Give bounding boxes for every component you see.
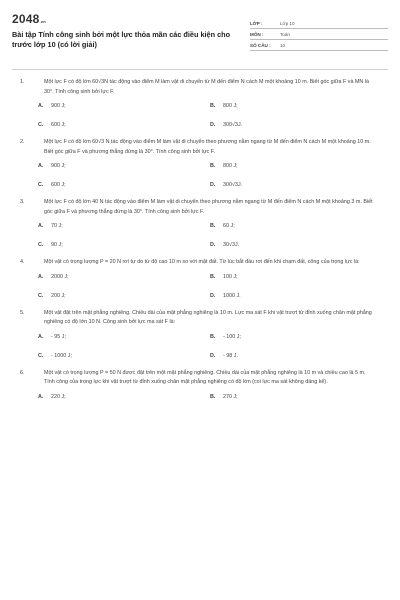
option-text: 90 J; [51,242,63,248]
answer-option[interactable] [210,163,382,170]
option-text: - 98 J. [223,352,238,359]
option-text: 600 J; [51,182,66,188]
option-text: 2000 J; [51,273,69,280]
option-letter: A. [38,103,44,109]
answer-options [38,103,388,129]
document-title: Bài tập Tính công sinh bởi một lực thỏa mãn các điều kiện cho trước lớp 10 (có lời giải) [12,30,231,49]
question-number: 1. [20,79,25,85]
option-letter: B. [210,223,216,229]
question-text: Một lực F có độ lớn 60√3N tác động vào điểm M làm vật di chuyển từ M đến điểm N cách M một khoảng 10 m. Biết góc giữa F và MN là 30°. Tính công sinh bởi lực F. [44,79,370,95]
question-number: 4. [20,259,25,265]
option-letter: C. [38,122,44,128]
answer-option[interactable] [38,103,210,110]
question-item [12,198,388,249]
question-list [12,70,388,401]
answer-option[interactable] [38,353,210,360]
question-text: Một vật đặt trên mặt phẳng nghiêng. Chiều dài của mặt phẳng nghiêng là 10 m. Lực ma sát F khi vật trượt từ đỉnh xuống chân mặt phẳng nghiêng có độ lớn 10 N. Công sinh bởi lực ma sát F là: [44,309,372,325]
question-text-row [12,309,388,328]
answer-options [38,163,388,189]
question-number: 5. [20,309,25,316]
answer-option[interactable] [210,293,382,300]
question-number: 6. [20,369,25,376]
answer-option[interactable] [38,394,210,401]
option-letter: C. [38,182,44,188]
option-letter: A. [38,163,44,169]
option-letter: D. [210,242,216,248]
option-text: - 95 J; [51,333,66,340]
answer-option[interactable] [38,182,210,189]
option-text: 900 J; [51,103,66,109]
answer-option[interactable] [38,293,210,300]
option-letter: C. [38,292,44,299]
question-text-row [12,369,388,388]
answer-option[interactable] [210,353,382,360]
meta-row [250,18,388,29]
option-letter: D. [210,122,216,128]
option-letter: B. [210,393,216,400]
answer-option[interactable] [210,242,382,249]
answer-option[interactable] [38,334,210,341]
answer-option[interactable] [38,163,210,170]
site-logo[interactable] [12,12,240,26]
option-text: 60 J; [223,223,235,229]
option-letter: D. [210,182,216,188]
answer-option[interactable] [38,122,210,129]
answer-options [38,274,388,300]
answer-option[interactable] [210,122,382,129]
option-letter: A. [38,393,44,400]
option-text: 100 J; [223,273,238,280]
meta-value: Lớp 10 [280,21,295,26]
meta-value: 10 [280,43,286,48]
option-text: - 1000 J; [51,352,72,359]
meta-table [250,18,388,50]
option-text: 30√3J. [223,242,240,248]
option-text: 1000 J. [223,292,241,299]
answer-option[interactable] [210,182,382,189]
option-letter: B. [210,103,216,109]
answer-option[interactable] [210,274,382,281]
answer-option[interactable] [210,223,382,230]
question-number: 3. [20,199,25,205]
question-number: 2. [20,139,25,145]
option-letter: A. [38,273,44,280]
option-letter: C. [38,242,44,248]
question-item [12,258,388,300]
answer-option[interactable] [210,334,382,341]
option-text: 800 J; [223,103,238,109]
answer-options [38,223,388,249]
logo-text: 2048 [12,12,40,26]
question-text-row [12,78,388,97]
option-text: 70 J; [51,223,63,229]
meta-label: MÔN : [250,32,264,37]
answer-options [38,334,388,360]
option-letter: D. [210,292,216,299]
meta-value: Toán [280,32,290,37]
question-text-row [12,138,388,157]
question-item [12,309,388,360]
question-text-row [12,198,388,217]
option-text: - 100 J; [223,333,241,340]
question-item [12,78,388,129]
option-letter: C. [38,352,44,359]
answer-option[interactable] [210,103,382,110]
option-letter: B. [210,333,216,340]
option-text: 220 J; [51,393,66,400]
question-text: Một vật có trọng lượng P = 20 N rơi tự do từ độ cao 10 m so với mặt đất. Từ lúc bắt đầu rơi đến khi chạm đất, công của trọng lực là: [44,259,360,265]
option-letter: A. [38,223,44,229]
option-letter: B. [210,163,216,169]
question-text: Một vật có trọng lượng P = 50 N được đặt trên một mặt phẳng nghiêng. Chiều dài của mặt phẳng nghiêng là 10 m và chiều cao là 5 m. Tính công của trọng lực khi vật trượt từ đỉnh xuống chân mặt phẳng nghiêng có độ lớn (coi lực ma sát không đáng kể). [44,369,366,385]
meta-row [250,40,388,51]
option-text: 600 J; [51,122,66,128]
answer-option[interactable] [38,274,210,281]
option-text: 900 J; [51,163,66,169]
question-text: Một lực F có độ lớn 40 N tác động vào điểm M làm vật di chuyển theo phương nằm ngang từ M đến điểm N cách M một khoảng 3 m. Biết góc giữa F và phương thẳng đứng là 30°. Tính công sinh bởi lực F. [44,199,373,215]
answer-option[interactable] [38,223,210,230]
option-letter: D. [210,352,216,359]
question-item [12,138,388,189]
meta-label: LỚP : [250,21,263,26]
answer-options [38,394,388,401]
option-text: 300√3J. [223,182,243,188]
option-letter: B. [210,273,216,280]
meta-row [250,29,388,40]
option-letter: A. [38,333,44,340]
answer-option[interactable] [38,242,210,249]
option-text: 800 J; [223,163,238,169]
question-item [12,369,388,401]
header [12,0,388,50]
meta-label: SỐ CÂU : [250,43,271,48]
option-text: 270 J; [223,393,238,400]
option-text: 300√3J. [223,122,243,128]
logo-suffix: .vn [39,19,46,24]
header-left [12,12,240,50]
option-text: 200 J; [51,292,66,299]
question-text: Một lực F có độ lớn 60√3 N tác động vào điểm M làm vật di chuyển theo phương nằm ngang từ M đến điểm N cách M một khoảng 10 m. Biết góc giữa F và phương thẳng đứng là 30°. Tính công sinh bởi lực F. [44,139,371,155]
question-text-row [12,258,388,268]
answer-option[interactable] [210,394,382,401]
